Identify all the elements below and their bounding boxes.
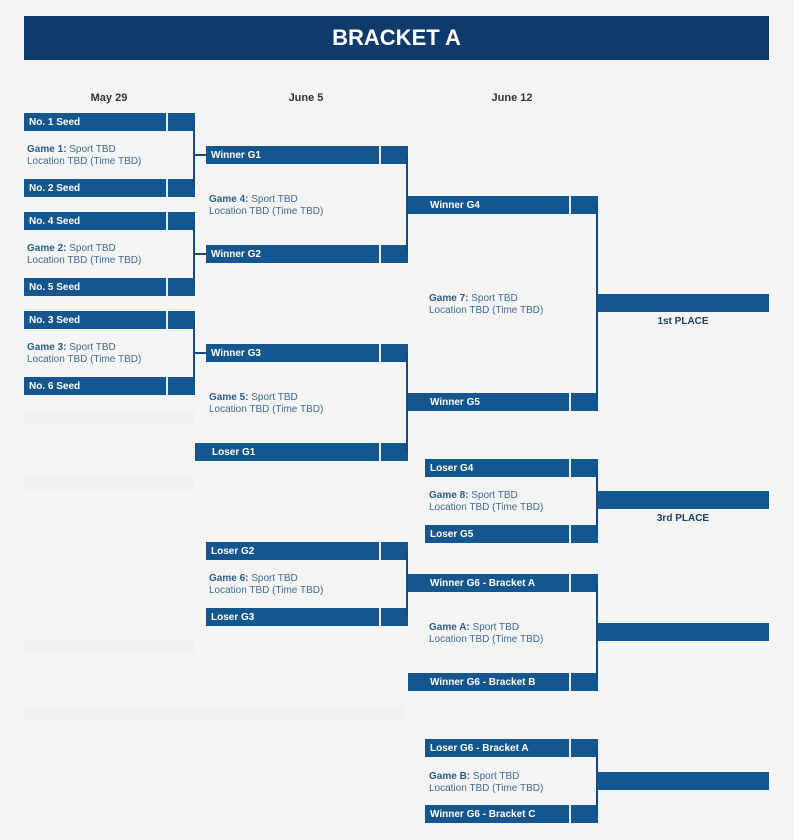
game-sport: Sport TBD bbox=[472, 771, 520, 782]
empty-row bbox=[24, 640, 194, 654]
slot-label: No. 1 Seed bbox=[29, 116, 81, 128]
game-label: Game 1: bbox=[27, 144, 67, 155]
empty-row bbox=[24, 410, 194, 424]
game-label: Game 4: bbox=[209, 194, 249, 205]
slot-loser-g1[interactable] bbox=[195, 443, 408, 461]
game-a-info bbox=[429, 622, 543, 646]
game-location: Location TBD (Time TBD) bbox=[27, 354, 142, 365]
game-5-info bbox=[209, 392, 323, 416]
score-box[interactable] bbox=[569, 739, 598, 757]
empty-row bbox=[24, 706, 404, 720]
slot-loser-g4[interactable] bbox=[425, 459, 598, 477]
slot-label: Winner G6 - Bracket A bbox=[430, 577, 536, 589]
slot-label: Winner G3 bbox=[211, 347, 261, 359]
slot-loser-g3[interactable] bbox=[206, 608, 408, 626]
game-8-info bbox=[429, 490, 543, 514]
game-label: Game 7: bbox=[429, 293, 469, 304]
slot-label: No. 6 Seed bbox=[29, 380, 81, 392]
slot-label: Loser G1 bbox=[212, 446, 256, 458]
slot-label: Loser G6 - Bracket A bbox=[430, 742, 529, 754]
first-place-label: 1st PLACE bbox=[657, 316, 709, 327]
date-round-3: June 12 bbox=[491, 92, 533, 104]
slot-winner-g3[interactable] bbox=[206, 344, 408, 362]
game-location: Location TBD (Time TBD) bbox=[429, 783, 544, 794]
game-location: Location TBD (Time TBD) bbox=[209, 206, 324, 217]
slot-label: Winner G2 bbox=[211, 248, 261, 260]
game-sport: Sport TBD bbox=[69, 144, 116, 155]
score-box[interactable] bbox=[569, 673, 598, 691]
slot-seed-2[interactable] bbox=[24, 179, 195, 197]
slot-label: No. 5 Seed bbox=[29, 281, 81, 293]
final-slot-game-b[interactable] bbox=[597, 772, 769, 790]
game-b-info bbox=[429, 771, 543, 795]
game-label: Game 6: bbox=[209, 573, 249, 584]
slot-loser-g2[interactable] bbox=[206, 542, 408, 560]
game-label: Game 2: bbox=[27, 243, 67, 254]
slot-winner-g6-bracket-a[interactable] bbox=[408, 574, 598, 592]
score-box[interactable] bbox=[166, 311, 195, 329]
date-round-1: May 29 bbox=[90, 92, 128, 104]
score-box[interactable] bbox=[569, 459, 598, 477]
slot-loser-g6-bracket-a[interactable] bbox=[425, 739, 598, 757]
game-label: Game 8: bbox=[429, 490, 469, 501]
score-box[interactable] bbox=[379, 542, 408, 560]
score-box[interactable] bbox=[569, 393, 598, 411]
game-label: Game 5: bbox=[209, 392, 249, 403]
slot-winner-g6-bracket-b[interactable] bbox=[408, 673, 598, 691]
game-location: Location TBD (Time TBD) bbox=[429, 305, 544, 316]
game-location: Location TBD (Time TBD) bbox=[209, 585, 324, 596]
game-sport: Sport TBD bbox=[251, 392, 298, 403]
slot-winner-g5[interactable] bbox=[408, 393, 598, 411]
game-6-info bbox=[209, 573, 323, 597]
game-label: Game A: bbox=[429, 622, 470, 633]
score-box[interactable] bbox=[379, 245, 408, 263]
game-4-info bbox=[209, 194, 323, 218]
date-round-2: June 5 bbox=[288, 92, 324, 104]
final-slot-3rd-place[interactable] bbox=[597, 491, 769, 509]
game-sport: Sport TBD bbox=[69, 243, 116, 254]
slot-label: No. 3 Seed bbox=[29, 314, 81, 326]
game-2-info bbox=[27, 243, 141, 267]
final-slot-game-a[interactable] bbox=[597, 623, 769, 641]
game-label: Game 3: bbox=[27, 342, 67, 353]
slot-label: Winner G1 bbox=[211, 149, 261, 161]
page-title: BRACKET A bbox=[24, 16, 769, 60]
third-place-label: 3rd PLACE bbox=[656, 513, 710, 524]
slot-label: Loser G2 bbox=[211, 545, 255, 557]
game-location: Location TBD (Time TBD) bbox=[27, 255, 142, 266]
game-sport: Sport TBD bbox=[69, 342, 116, 353]
game-location: Location TBD (Time TBD) bbox=[209, 404, 324, 415]
slot-label: Winner G6 - Bracket B bbox=[430, 676, 536, 688]
game-sport: Sport TBD bbox=[251, 573, 298, 584]
game-location: Location TBD (Time TBD) bbox=[27, 156, 142, 167]
bracket-connector bbox=[193, 352, 207, 354]
slot-seed-6[interactable] bbox=[24, 377, 195, 395]
score-box[interactable] bbox=[379, 608, 408, 626]
score-box[interactable] bbox=[569, 574, 598, 592]
slot-seed-4[interactable] bbox=[24, 212, 195, 230]
game-sport: Sport TBD bbox=[251, 194, 298, 205]
score-box[interactable] bbox=[379, 146, 408, 164]
score-box[interactable] bbox=[379, 344, 408, 362]
score-box[interactable] bbox=[569, 525, 598, 543]
slot-winner-g1[interactable] bbox=[206, 146, 408, 164]
game-location: Location TBD (Time TBD) bbox=[429, 634, 544, 645]
game-1-info bbox=[27, 144, 141, 168]
slot-winner-g2[interactable] bbox=[206, 245, 408, 263]
slot-label: Loser G5 bbox=[430, 528, 474, 540]
game-label: Game B: bbox=[429, 771, 471, 782]
game-sport: Sport TBD bbox=[472, 622, 520, 633]
score-box[interactable] bbox=[166, 278, 195, 296]
bracket-connector bbox=[193, 154, 207, 156]
game-sport: Sport TBD bbox=[471, 293, 518, 304]
game-sport: Sport TBD bbox=[471, 490, 518, 501]
slot-label: Winner G6 - Bracket C bbox=[430, 808, 536, 820]
score-box[interactable] bbox=[569, 805, 598, 823]
slot-loser-g5[interactable] bbox=[425, 525, 598, 543]
slot-label: No. 2 Seed bbox=[29, 182, 81, 194]
slot-label: Winner G5 bbox=[430, 396, 480, 408]
slot-winner-g6-bracket-c[interactable] bbox=[425, 805, 598, 823]
bracket-connector bbox=[193, 253, 207, 255]
score-box[interactable] bbox=[379, 443, 408, 461]
game-7-info bbox=[429, 293, 543, 317]
slot-label: No. 4 Seed bbox=[29, 215, 81, 227]
game-3-info bbox=[27, 342, 141, 366]
final-slot-1st-place[interactable] bbox=[597, 294, 769, 312]
slot-seed-5[interactable] bbox=[24, 278, 195, 296]
game-location: Location TBD (Time TBD) bbox=[429, 502, 544, 513]
slot-label: Loser G3 bbox=[211, 611, 255, 623]
slot-seed-3[interactable] bbox=[24, 311, 195, 329]
score-box[interactable] bbox=[166, 377, 195, 395]
score-box[interactable] bbox=[166, 113, 195, 131]
score-box[interactable] bbox=[569, 196, 598, 214]
slot-winner-g4[interactable] bbox=[408, 196, 598, 214]
score-box[interactable] bbox=[166, 179, 195, 197]
slot-label: Winner G4 bbox=[430, 199, 480, 211]
score-box[interactable] bbox=[166, 212, 195, 230]
slot-label: Loser G4 bbox=[430, 462, 474, 474]
empty-row bbox=[24, 476, 194, 490]
slot-seed-1[interactable] bbox=[24, 113, 195, 131]
